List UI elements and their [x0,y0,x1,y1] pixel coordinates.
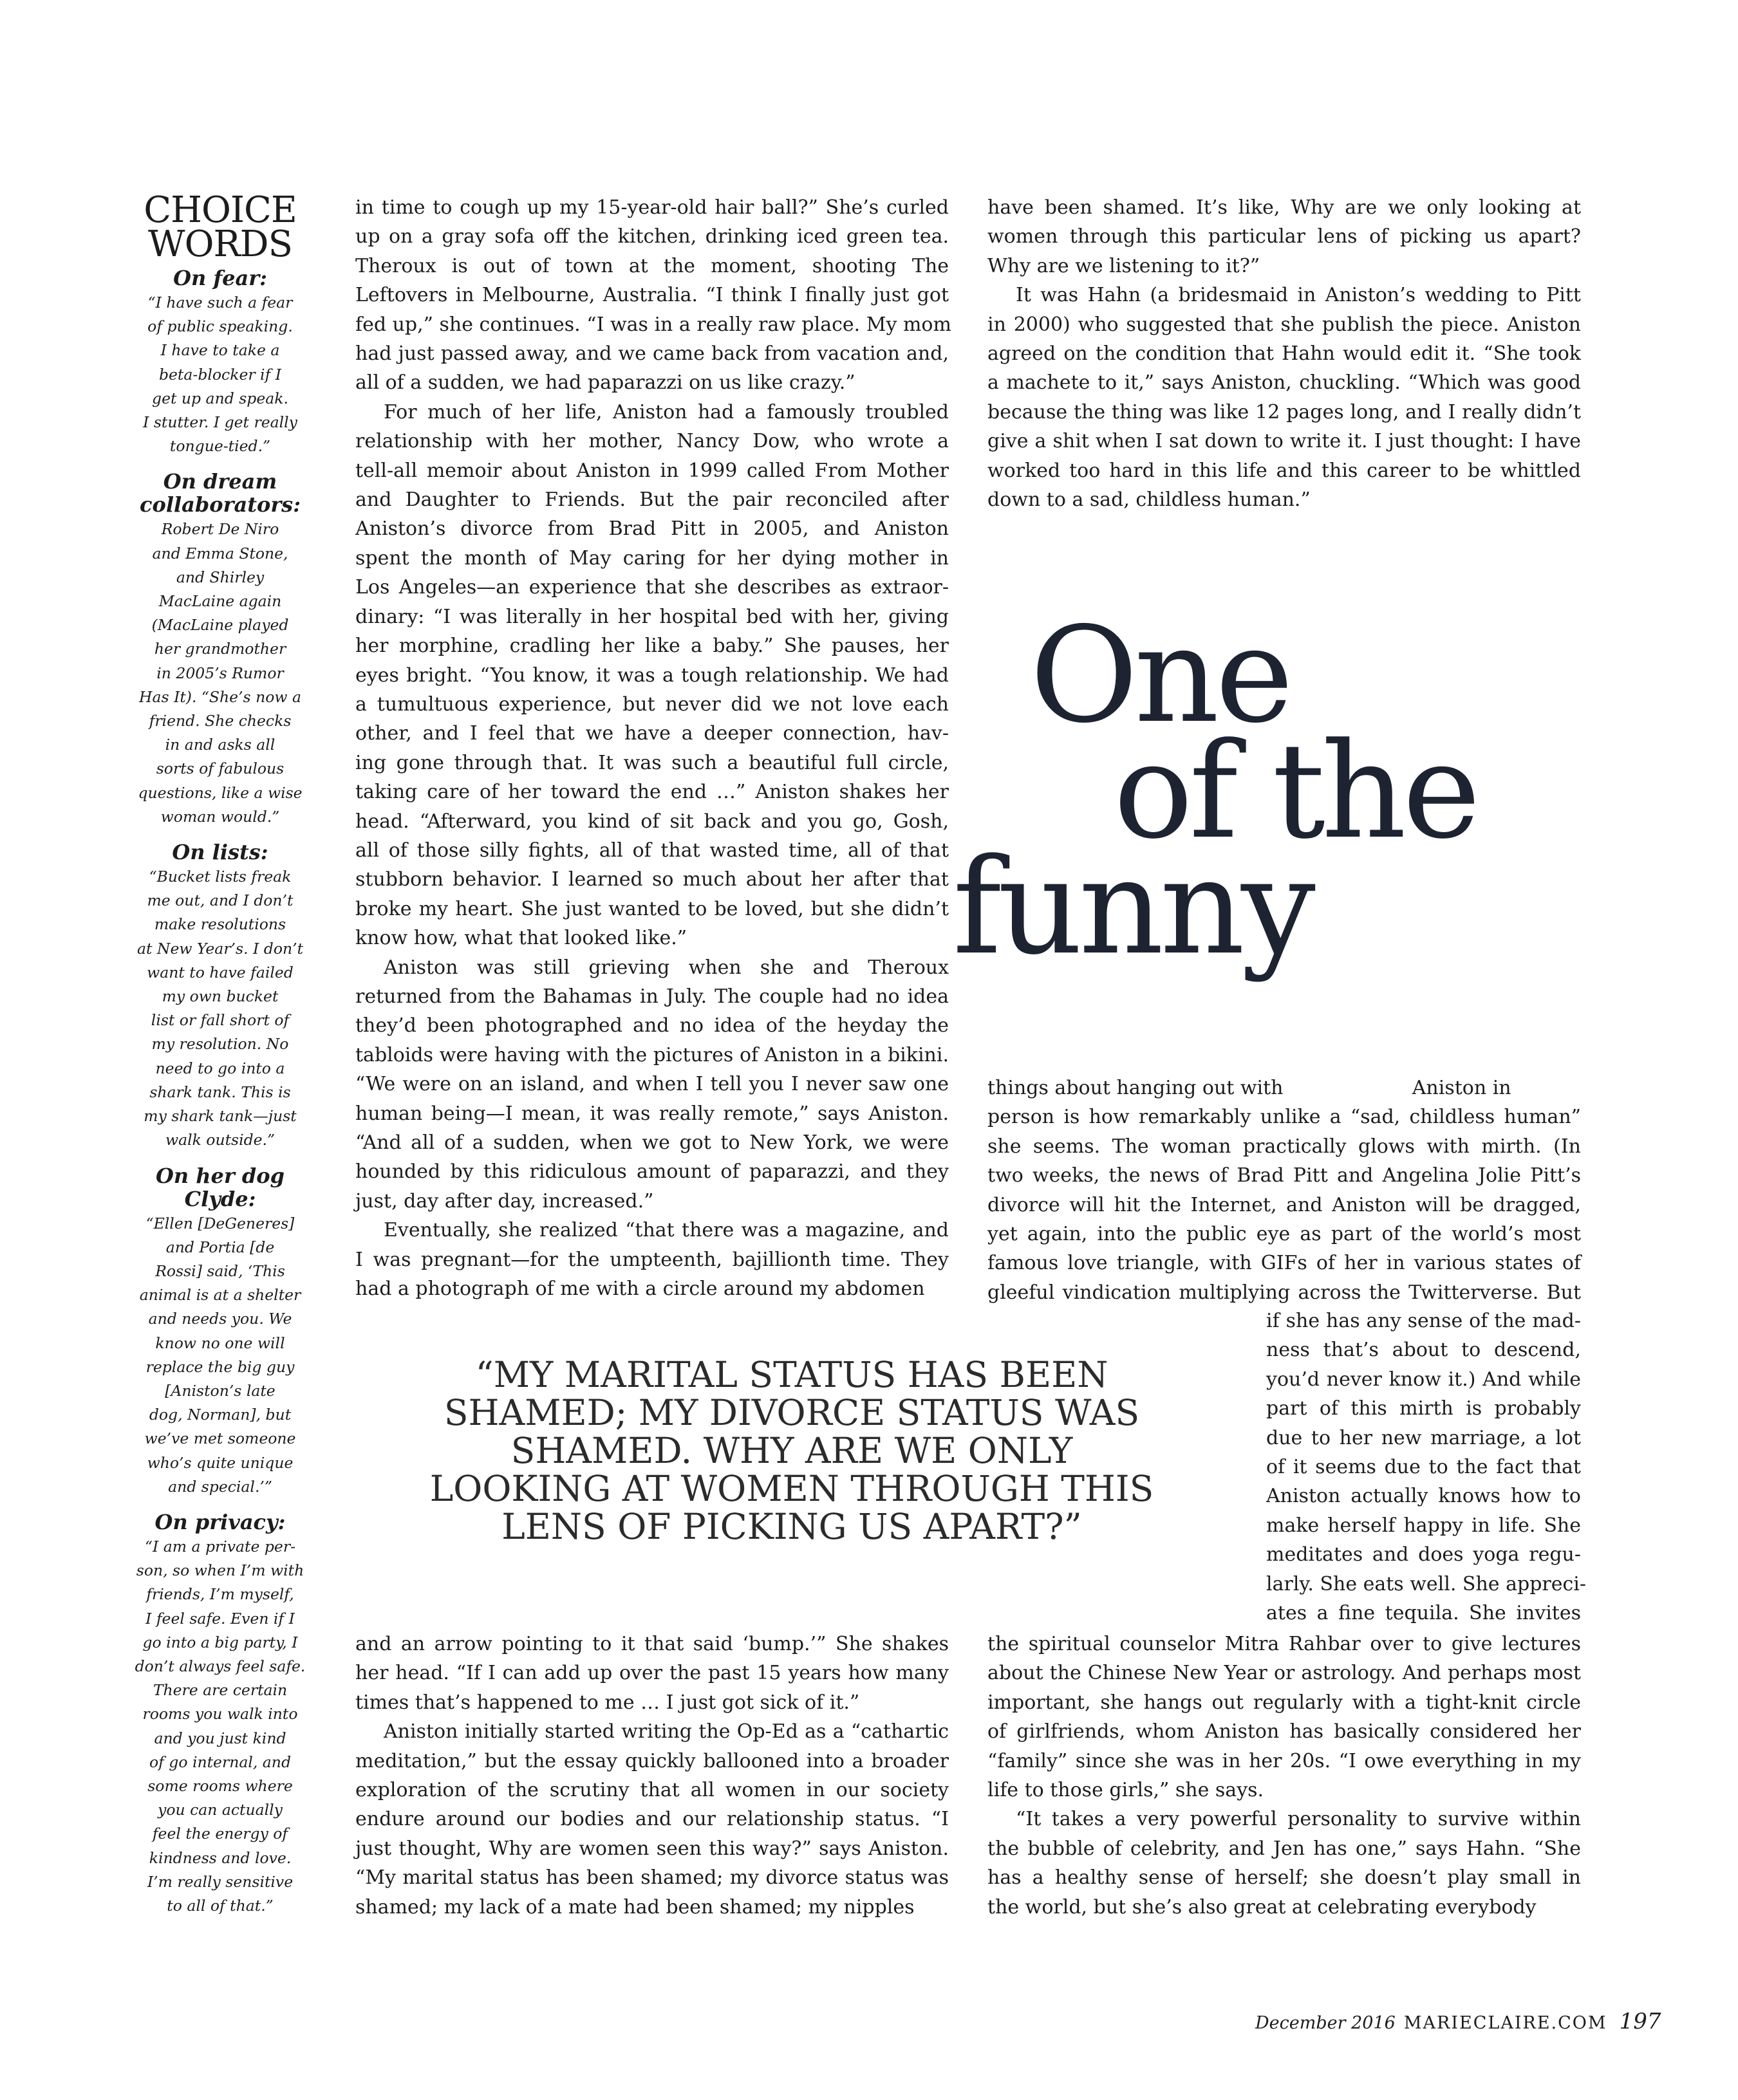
sidebar-quote-line: and Portia [de [165,1238,275,1256]
article-text-line: about the Chinese New Year or astrology. And perhaps most [987,1662,1581,1685]
article-text-line: have been shamed. It’s like, Why are we only looking at [987,196,1581,219]
sidebar-quote-line: There are certain [153,1681,288,1700]
sidebar-quote-line: you can actually [158,1801,283,1819]
pull-quote-line: “MY MARITAL STATUS HAS BEEN [475,1354,1108,1395]
article-text-line: broke my heart. She just wanted to be loved, but she didn’t [355,897,949,920]
sidebar-quote-line: go into a big party, I [142,1633,298,1651]
sidebar-quote-line: “Ellen [DeGeneres] [145,1214,295,1232]
article-text-line: Eventually, she realized “that there was a magazine, and [384,1219,949,1242]
article-text-line: head. “Afterward, you kind of sit back and you go, Gosh, [355,810,949,833]
sidebar-heading-line: On dream [163,469,277,494]
sidebar-sections [126,266,314,1918]
article-text-line: “My marital status has been shamed; my divorce status was [355,1866,949,1890]
article-text-line: women through this particular lens of picking us apart? [987,225,1581,248]
sidebar-heading-line: On privacy: [154,1509,286,1534]
article-text-line: ness that’s about to descend, [1266,1339,1581,1362]
article-text-line: make herself happy in life. She [1266,1514,1581,1537]
article-text-line: up on a gray sofa off the kitchen, drinking iced green tea. [355,225,949,248]
sidebar-quote-line: in 2005’s Rumor [156,664,284,682]
article-text-line: in time to cough up my 15-year-old hair ball?” She’s curled [355,196,949,219]
sidebar-quote-line: we’ve met someone [144,1429,296,1448]
sidebar-section-heading [140,841,301,864]
sidebar-quote-line: and special.’” [168,1477,272,1496]
sidebar-section-heading [140,266,301,290]
article-text-line: Leftovers in Melbourne, Australia. “I think I finally just got [355,284,949,307]
sidebar-quote-line: me out, and I don’t [147,891,294,910]
sidebar-quote-line: “I am a private per- [144,1537,296,1556]
article-text-line: relationship with her mother, Nancy Dow, who wrote a [355,430,949,453]
sidebar-quote-line: and needs you. We [148,1310,292,1328]
article-text-line: the spiritual counselor Mitra Rahbar over to give lectures [987,1633,1581,1655]
article-text-line: meditation,” but the essay quickly ballooned into a broader [355,1749,949,1772]
article-text-line: all of a sudden, we had paparazzi on us like crazy.” [355,371,855,395]
article-text-line: Los Angeles—an experience that she describes as extraor- [355,576,949,599]
article-column-right-mid [987,1073,1581,1307]
sidebar-quote-line: my resolution. No [151,1035,289,1054]
sidebar-quote-line: need to go into a [155,1059,285,1077]
article-text-line: It was Hahn (a bridesmaid in Aniston’s wedding to Pitt [1016,284,1581,307]
sidebar-title [126,189,314,265]
article-text-line: stubborn behavior. I learned so much about her after that [355,868,949,891]
article-text-line: “family” since she was in her 20s. “I owe everything in my [987,1749,1581,1772]
sidebar-quote-line: to all of that.” [167,1896,274,1915]
sidebar-heading-line: On fear: [173,266,267,290]
article-text-line: you’d never know it.) And while [1266,1368,1581,1391]
article-text-line: a machete to it,” says Aniston, chuckling. “Which was good [987,371,1581,395]
sidebar-section-heading [140,1510,301,1534]
article-text-line: For much of her life, Aniston had a famously troubled [384,400,949,423]
article-text-line: spent the month of May caring for her dying mother in [355,546,949,570]
article-text-line: and an arrow pointing to it that said ‘bump.’” She shakes [355,1633,949,1655]
sidebar-quote-line: questions, like a wise [138,783,303,802]
article-text-line: just thought, Why are women seen this way?” says Aniston. [355,1837,949,1860]
sidebar-quote-line: friend. She checks [149,712,292,730]
article-text-line: hounded by this ridiculous amount of paparazzi, and they [355,1160,949,1184]
article-text-line: Aniston was still grieving when she and Theroux [384,956,949,979]
sidebar-quote-line: know no one will [155,1333,285,1352]
sidebar-quote-line: (MacLaine played [151,616,289,635]
article-text-line: famous love triangle, with GIFs of her in various states of [987,1252,1581,1275]
sidebar-quote-line: “Bucket lists freak [149,868,292,886]
sidebar-quote-line: and Shirley [176,568,265,586]
sidebar-quote-line: MacLaine again [158,592,282,611]
pull-quote-line: SHAMED. WHY ARE WE ONLY [510,1430,1073,1471]
sidebar-quote-line: walk outside.” [165,1131,276,1149]
sidebar-quote-line: get up and speak. [152,389,288,407]
article-text-line: tabloids were having with the pictures of Aniston in a bikini. [355,1043,949,1066]
article-text-line: worked too hard in this life and this career to be whittled [987,459,1581,482]
article-text-line: of it seems due to the fact that [1266,1456,1581,1479]
article-text-line: Aniston’s divorce from Brad Pitt in 2005, and Aniston [355,517,949,541]
article-text-line: dinary: “I was literally in her hospital bed with her, giving [355,605,949,628]
site-name: MARIECLAIRE.COM [1403,2013,1607,2033]
article-text-line: things about hanging out with Aniston in [987,1077,1511,1099]
article-text-line: the world, but she’s also great at celebrating everybody [987,1895,1537,1919]
pull-quote-line: LOOKING AT WOMEN THROUGH THIS [429,1468,1154,1509]
article-text-line: they’d been photographed and no idea of the heyday the [355,1014,949,1037]
article-text-line: due to her new marriage, a lot [1266,1426,1581,1449]
sidebar-quote-line: make resolutions [154,915,286,934]
article-text-line: gleeful vindication multiplying across the Twitterverse. But [987,1281,1581,1304]
sidebar-quote-line: son, so when I’m with [136,1561,304,1580]
headline-line: of the [1114,715,1477,868]
page-footer [1255,2009,1661,2034]
article-text-line: person is how remarkably unlike a “sad, childless human” [987,1106,1581,1129]
article-text-line: had just passed away, and we came back from vacation and, [355,342,949,366]
sidebar-quote [126,517,314,829]
article-text-line: divorce will hit the Internet, and Aniston will be dragged, [987,1193,1581,1216]
article-text-line: tell-all memoir about Aniston in 1999 called From Mother [355,459,949,482]
article-text-line: give a shit when I sat down to write it. I just thought: I have [987,430,1581,453]
article-text-line: know how, what that looked like.” [355,927,687,950]
sidebar-quote-line: tongue-tied.” [169,437,271,456]
article-column-left-top [355,193,949,1303]
article-text-line: times that’s happened to me … I just got sick of it.” [355,1691,860,1714]
sidebar-quote-line: her grandmother [154,640,286,658]
article-text-line: other, and I feel that we have a deeper connection, hav- [355,722,949,745]
sidebar-quote-line: replace the big guy [145,1357,295,1376]
article-text-line: meditates and does yoga regu- [1266,1543,1581,1566]
article-text-line: Why are we listening to it?” [987,254,1260,277]
article-text-line: the bubble of celebrity, and Jen has one,” says Hahn. “She [987,1837,1581,1860]
article-text-line: she seems. The woman practically glows with mirth. (In [987,1135,1581,1158]
sidebar-heading-line: On lists: [172,840,268,865]
article-text-line: “We were on an island, and when I tell you I never saw one [355,1073,949,1096]
article-text-line: of girlfriends, whom Aniston has basically considered her [987,1720,1581,1743]
sidebar-quote-line: want to have failed [147,963,294,981]
sidebar-heading-line: Clyde: [184,1186,256,1211]
article-text-line: exploration of the scrutiny that all women in our society [355,1779,949,1802]
sidebar-quote [126,291,314,458]
sidebar-quote-line: “I have such a fear [147,293,293,311]
sidebar-quote-line: I feel safe. Even if I [145,1609,295,1628]
sidebar-quote-line: beta-blocker if I [158,365,282,384]
article-text-line: down to a sad, childless human.” [987,488,1311,512]
article-text-line: all of those silly fights, all of that wasted time, all of that [355,839,949,862]
sidebar-quote-line: Rossi] said, ‘This [155,1261,285,1280]
sidebar-title-line: WORDS [148,223,292,265]
sidebar-quote-line: at New Year’s. I don’t [136,939,304,958]
article-text-line: life to those girls,” she says. [987,1779,1264,1802]
article-text-line: Theroux is out of town at the moment, shooting The [355,254,949,277]
article-text-line: Aniston initially started writing the Op-Ed as a “cathartic [384,1720,949,1743]
article-text-line: part of this mirth is probably [1266,1397,1581,1420]
sidebar-quote-line: and you just kind [154,1729,286,1747]
page-number: 197 [1619,2009,1661,2034]
sidebar-title-line: CHOICE [144,189,297,231]
sidebar-quote-line: Has It). “She’s now a [139,687,301,706]
pull-quote [373,1356,1210,1546]
sidebar-quote-line: my shark tank—just [144,1107,297,1126]
sidebar-heading-line: collaborators: [140,492,301,517]
article-column-right-top [987,193,1581,514]
article-text-line: and Daughter to Friends. But the pair reconciled after [355,488,949,512]
article-text-line: larly. She eats well. She appreci- [1266,1572,1587,1595]
article-column-right-bottom [987,1630,1581,1922]
sidebar-quote-line: don’t always feel safe. [135,1657,306,1675]
sidebar-quote-line: sorts of fabulous [156,759,285,778]
sidebar-quote-line: my own bucket [162,987,279,1006]
pull-quote-line: LENS OF PICKING US APART?” [501,1506,1082,1547]
sidebar-quote-line: list or fall short of [151,1011,290,1030]
sidebar-quote-line: rooms you walk into [142,1705,298,1724]
article-text-line: her morphine, cradling her like a baby.” She pauses, her [355,635,949,658]
article-text-line: has a healthy sense of herself; she doesn’t play small in [987,1866,1581,1890]
sidebar-quote [126,1535,314,1918]
article-text-line: taking care of her toward the end …” Aniston shakes her [355,781,949,804]
issue-date: December 2016 [1255,2013,1396,2033]
article-text-line: “It takes a very powerful personality to survive within [1016,1808,1581,1831]
article-text-line: two weeks, the news of Brad Pitt and Angelina Jolie Pitt’s [987,1164,1581,1187]
sidebar-section-heading [140,1164,301,1211]
article-text-line: I was pregnant—for the umpteenth, bajillionth time. They [355,1248,949,1271]
article-text-line: yet again, into the public eye as part of the world’s most [987,1223,1581,1246]
sidebar-quote-line: of public speaking. [147,317,293,336]
pull-quote-line: SHAMED; MY DIVORCE STATUS WAS [444,1392,1140,1433]
article-text-line: ates a fine tequila. She invites [1266,1602,1581,1625]
article-column-left-bottom [355,1630,949,1922]
sidebar-quote-line: Robert De Niro [161,520,279,539]
article-text-line: a tumultuous experience, but never did we not love each [355,692,949,716]
sidebar-quote-line: [Aniston’s late [165,1381,276,1400]
article-text-line: in 2000) who suggested that she publish the piece. Aniston [987,313,1581,336]
sidebar-quote-line: I stutter. I get really [143,413,297,432]
sidebar-section-heading [140,470,301,516]
sidebar-choice-words [126,189,314,1929]
sidebar-quote-line: I have to take a [160,341,280,360]
sidebar-quote-line: of go internal, and [149,1752,291,1771]
article-text-line: endure around our bodies and our relationship status. “I [355,1808,949,1831]
sidebar-quote [126,865,314,1152]
article-text-line: “And all of a sudden, when we got to New York, we were [355,1131,949,1154]
sidebar-quote-line: animal is at a shelter [139,1286,301,1305]
article-text-line: because the thing was like 12 pages long, and I really didn’t [987,400,1581,423]
sidebar-quote-line: and Emma Stone, [152,544,288,562]
article-text-line: human being—I mean, it was really remote,” says Aniston. [355,1102,949,1125]
sidebar-quote-line: some rooms where [147,1776,293,1795]
article-text-line: if she has any sense of the mad- [1266,1310,1581,1332]
article-text-line: shamed; my lack of a mate had been shamed; my nipples [355,1895,915,1919]
headline-line: One [1030,599,1290,752]
article-column-right-wrap [1266,1306,1587,1628]
article-text-line: agreed on the condition that Hahn would edit it. “She took [987,342,1581,366]
sidebar-quote-line: shark tank. This is [149,1083,291,1101]
article-text-line: fed up,” she continues. “I was in a really raw place. My mom [355,313,951,336]
article-text-line: had a photograph of me with a circle around my abdomen [355,1278,925,1301]
article-text-line: ing gone through that. It was such a beautiful full circle, [355,751,949,774]
sidebar-quote [126,1212,314,1499]
display-headline [953,599,1596,984]
sidebar-quote-line: kindness and love. [149,1848,292,1867]
sidebar-quote-line: in and asks all [165,736,276,754]
article-text-line: returned from the Bahamas in July. The couple had no idea [355,985,949,1008]
headline-line: funny [953,831,1312,984]
article-text-line: eyes bright. “You know, it was a tough relationship. We had [355,664,949,687]
sidebar-quote-line: friends, I’m myself, [146,1585,294,1604]
sidebar-quote-line: feel the energy of [152,1825,288,1843]
sidebar-quote-line: I’m really sensitive [147,1872,294,1891]
article-text-line: important, she hangs out regularly with a tight-knit circle [987,1691,1581,1714]
article-text-line: her head. “If I can add up over the past 15 years how many [355,1662,949,1685]
article-text-line: Aniston actually knows how to [1266,1485,1581,1508]
sidebar-quote-line: woman would.” [160,807,280,826]
article-text-line: just, day after day, increased.” [355,1189,654,1213]
sidebar-heading-line: On her dog [156,1163,285,1188]
sidebar-quote-line: who’s quite unique [147,1453,294,1472]
sidebar-quote-line: dog, Norman], but [149,1406,292,1424]
